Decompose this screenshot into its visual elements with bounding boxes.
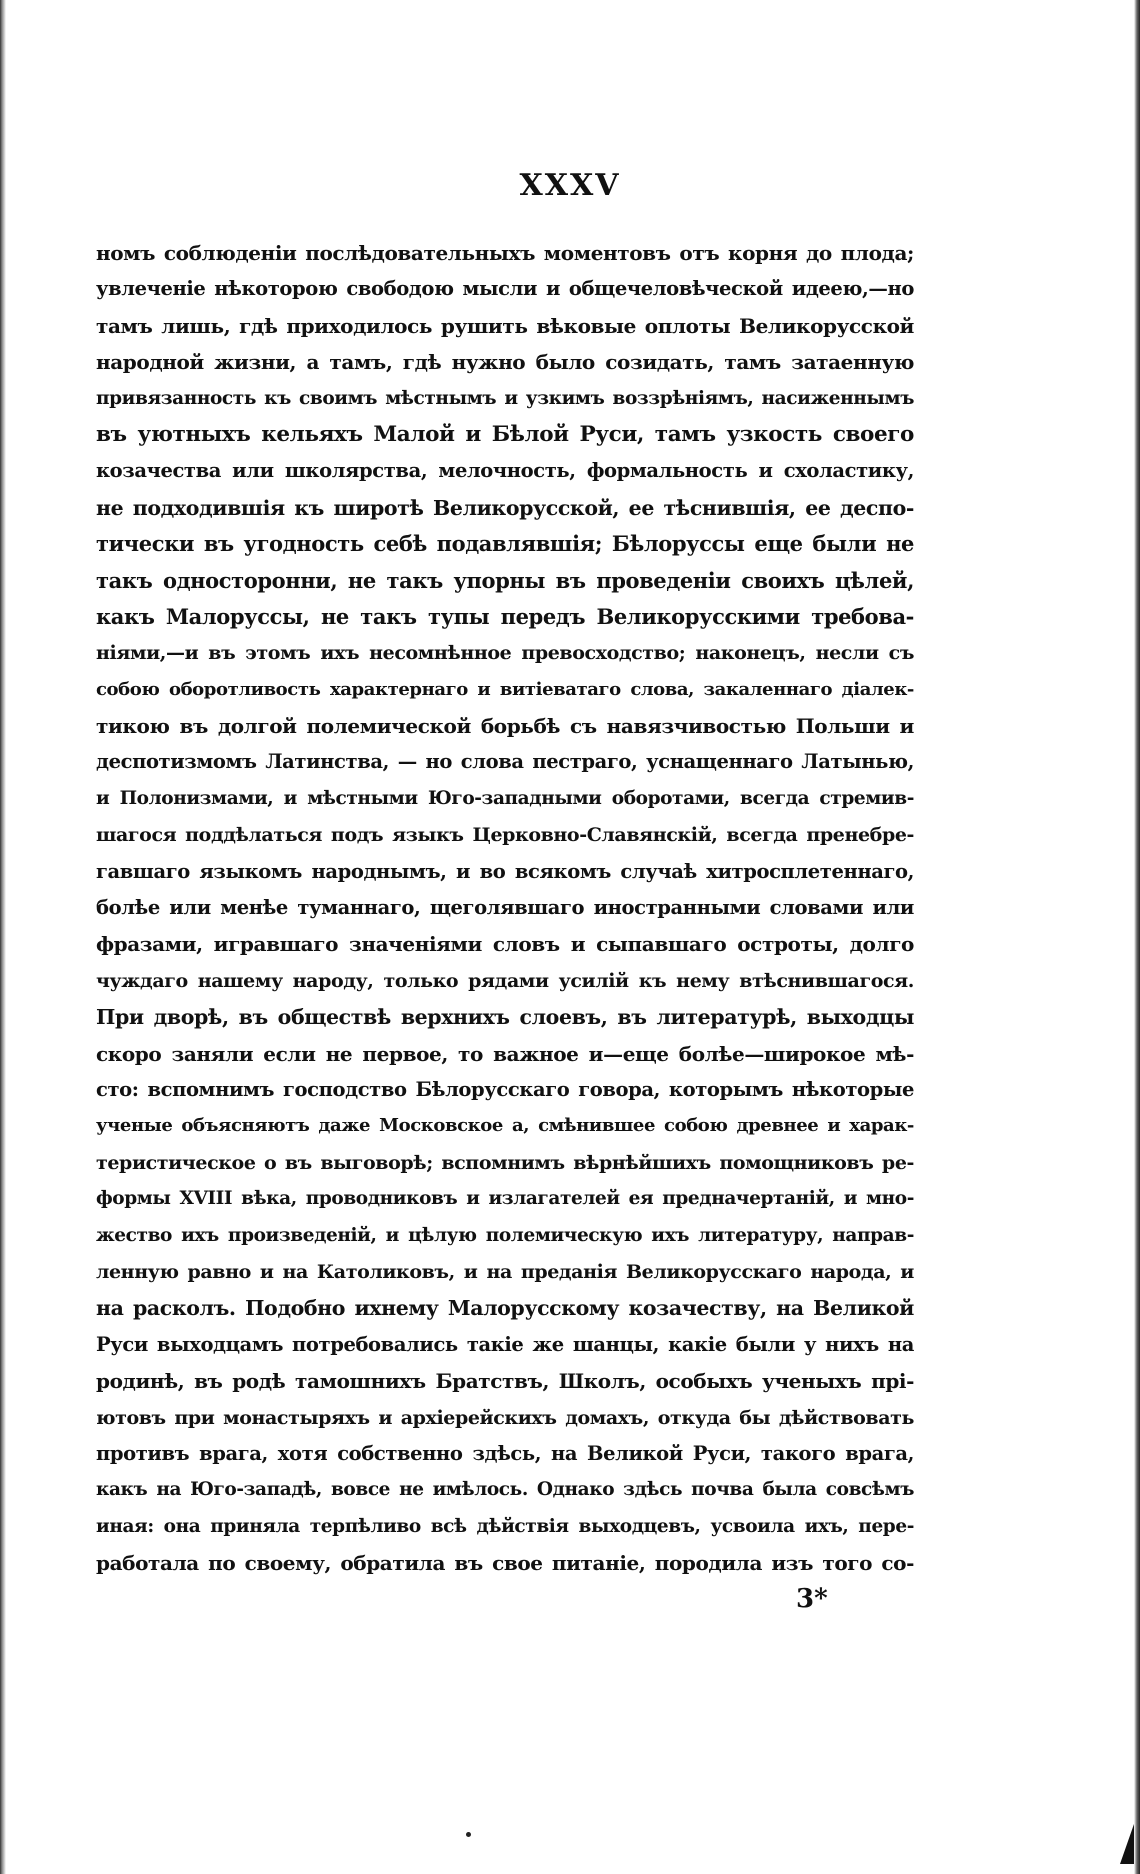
- text-line: какъ Малоруссы, не такъ тупы передъ Великорусскими требова-: [96, 603, 914, 629]
- text-line: такъ односторонни, не такъ упорны въ проведеніи своихъ цѣлей,: [96, 567, 914, 593]
- body-text: [96, 235, 914, 1581]
- text-line: работала по своему, обратила въ свое питаніе, породила изъ того со-: [96, 1551, 914, 1576]
- text-line: на расколъ. Подобно ихнему Малорусскому козачеству, на Великой: [96, 1296, 914, 1321]
- text-line: народной жизни, а тамъ, гдѣ нужно было созидать, тамъ затаенную: [96, 350, 914, 375]
- text-line: формы XVIII вѣка, проводниковъ и излагателей ея предначертаній, и мно-: [96, 1188, 914, 1210]
- text-line: Руси выходцамъ потребовались такіе же шанцы, какіе были у нихъ на: [96, 1332, 914, 1356]
- text-line: и Полонизмами, и мѣстными Юго-западными оборотами, всегда стремив-: [96, 787, 914, 809]
- text-line: родинѣ, въ родѣ тамошнихъ Братствъ, Школъ, особыхъ ученыхъ прі-: [96, 1369, 914, 1394]
- text-line: шагося поддѣлаться подъ языкъ Церковно-Славянскій, всегда пренебре-: [96, 824, 914, 847]
- text-line: жество ихъ произведеній, и цѣлую полемическую ихъ литературу, направ-: [96, 1224, 914, 1246]
- text-line: номъ соблюденіи послѣдовательныхъ моментовъ отъ корня до плода;: [96, 241, 914, 265]
- text-line: противъ врага, хотя собственно здѣсь, на Великой Руси, такого врага,: [96, 1441, 914, 1465]
- text-line: сто: вспомнимъ господство Бѣлорусскаго говора, которымъ нѣкоторые: [96, 1077, 914, 1101]
- text-line: иная: она приняла терпѣливо всѣ дѣйствія выходцевъ, усвоила ихъ, пере-: [96, 1515, 914, 1537]
- text-line: тамъ лишь, гдѣ приходилось рушить вѣковые оплоты Великорусской: [96, 313, 914, 338]
- text-line: При дворѣ, въ обществѣ верхнихъ слоевъ, въ литературѣ, выходцы: [96, 1005, 914, 1030]
- text-line: какъ на Юго-западѣ, вовсе не имѣлось. Однако здѣсь почва была совсѣмъ: [96, 1479, 914, 1501]
- text-line: болѣе или менѣе туманнаго, щеголявшаго иностранными словами или: [96, 896, 914, 920]
- text-line: собою оборотливость характернаго и витіеватаго слова, закаленнаго діалек-: [96, 678, 914, 700]
- text-line: скоро заняли если не первое, то важное и—еще болѣе—широкое мѣ-: [96, 1041, 914, 1066]
- scan-speck: [466, 1832, 471, 1837]
- text-line: ніями,—и въ этомъ ихъ несомнѣнное превосходство; наконецъ, несли съ: [96, 642, 914, 665]
- text-line: тикою въ долгой полемической борьбѣ съ навязчивостью Польши и: [96, 714, 914, 739]
- text-line: деспотизмомъ Латинства, — но слова пестраго, уснащеннаго Латынью,: [96, 750, 914, 774]
- text-line: ютовъ при монастыряхъ и архіерейскихъ домахъ, откуда бы дѣйствовать: [96, 1406, 914, 1429]
- text-line: не подходившія къ широтѣ Великорусской, ее тѣснившія, ее деспо-: [96, 495, 914, 520]
- scan-left-edge: [0, 0, 6, 1874]
- text-line: ученые объясняютъ даже Московское а, смѣнившее собою древнее и харак-: [96, 1115, 914, 1137]
- scan-right-edge: [1134, 0, 1140, 1874]
- text-line: въ уютныхъ кельяхъ Малой и Бѣлой Руси, тамъ узкость своего: [96, 421, 914, 447]
- page-number: XXXV: [519, 168, 621, 203]
- text-line: увлеченіе нѣкоторою свободою мысли и общечеловѣческой идеею,—но: [96, 277, 914, 301]
- text-line: козачества или школярства, мелочность, формальность и схоластику,: [96, 459, 914, 483]
- text-line: привязанность къ своимъ мѣстнымъ и узкимъ воззрѣніямъ, насиженнымъ: [96, 387, 914, 409]
- text-line: фразами, игравшаго значеніями словъ и сыпавшаго остроты, долго: [96, 932, 914, 957]
- text-line: ленную равно и на Католиковъ, и на преданія Великорусскаго народа, и: [96, 1260, 914, 1283]
- scan-corner-mark: [1120, 1824, 1134, 1864]
- text-line: тически въ угодность себѣ подавлявшія; Бѣлоруссы еще были не: [96, 531, 914, 557]
- text-line: гавшаго языкомъ народнымъ, и во всякомъ случаѣ хитросплетеннаго,: [96, 859, 914, 883]
- text-line: чуждаго нашему народу, только рядами усилій къ нему втѣснившагося.: [96, 969, 914, 992]
- text-line: теристическое о въ выговорѣ; вспомнимъ вѣрнѣйшихъ помощниковъ ре-: [96, 1151, 914, 1174]
- signature-mark: 3*: [796, 1584, 828, 1614]
